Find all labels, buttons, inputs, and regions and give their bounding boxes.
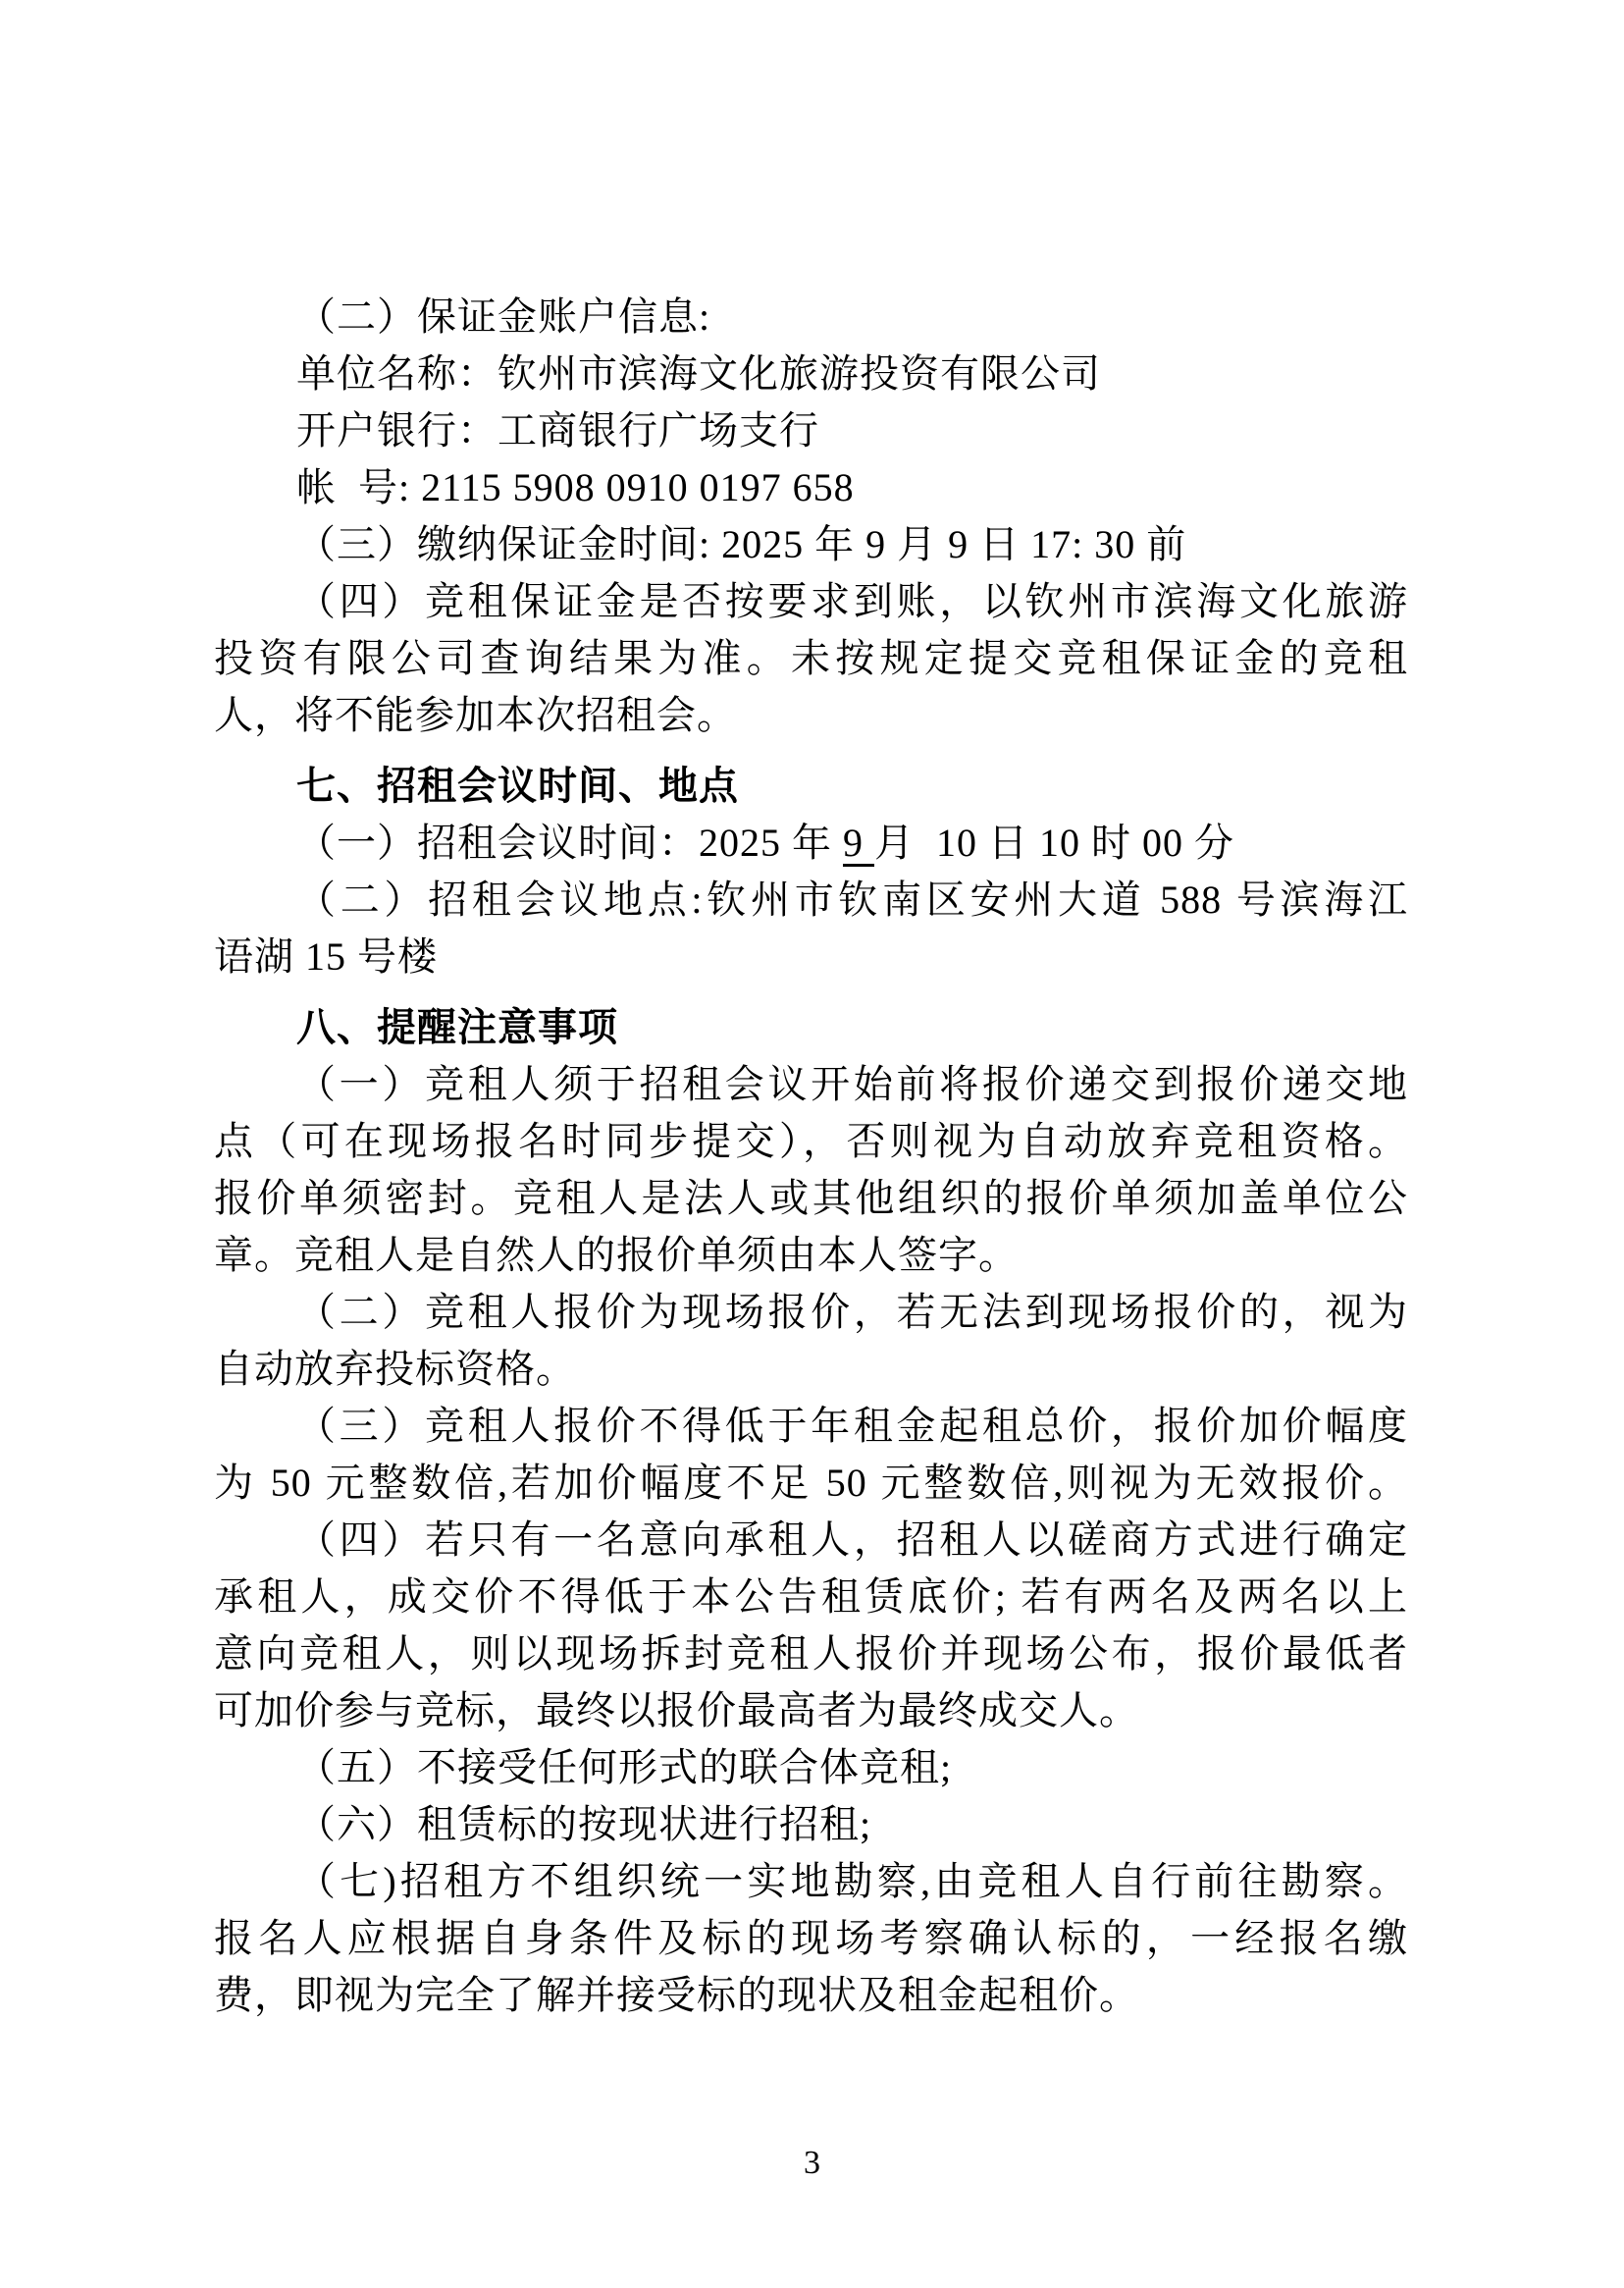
text-line: 人，将不能参加本次招租会。 bbox=[214, 693, 737, 737]
text-line: 自动放弃投标资格。 bbox=[214, 1347, 576, 1391]
text-line: 投资有限公司查询结果为准。未按规定提交竞租保证金的竞租 bbox=[214, 636, 1408, 680]
text-line: 帐 号: 2115 5908 0910 0197 658 bbox=[296, 465, 855, 509]
text-segment: 月 10 日 10 时 00 分 bbox=[874, 821, 1234, 865]
text-line: （七)招租方不组织统一实地勘察,由竞租人自行前往勘察。 bbox=[296, 1859, 1408, 1903]
section-heading: 八、提醒注意事项 bbox=[296, 1005, 618, 1049]
text-line: （二）竞租人报价为现场报价，若无法到现场报价的，视为 bbox=[296, 1290, 1408, 1334]
text-line bbox=[214, 815, 1408, 872]
text-line: 点（可在现场报名时同步提交），否则视为自动放弃竞租资格。 bbox=[214, 1119, 1408, 1163]
text-line: 为 50 元整数倍,若加价幅度不足 50 元整数倍,则视为无效报价。 bbox=[214, 1461, 1408, 1505]
section-heading: 七、招租会议时间、地点 bbox=[296, 764, 739, 808]
text-line: 费，即视为完全了解并接受标的现状及租金起租价。 bbox=[214, 1973, 1139, 2017]
text-line: （四）竞租保证金是否按要求到账，以钦州市滨海文化旅游 bbox=[296, 579, 1408, 623]
text-line: （二）招租会议地点:钦州市钦南区安州大道 588 号滨海江 bbox=[296, 878, 1408, 922]
text-line: 承租人，成交价不得低于本公告租赁底价; 若有两名及两名以上 bbox=[214, 1574, 1408, 1619]
text-line: 单位名称：钦州市滨海文化旅游投资有限公司 bbox=[296, 351, 1101, 396]
text-line: 开户银行：工商银行广场支行 bbox=[296, 408, 819, 452]
text-line: 语湖 15 号楼 bbox=[214, 934, 438, 979]
text-line: 章。竞租人是自然人的报价单须由本人签字。 bbox=[214, 1233, 1019, 1277]
text-line: （三）竞租人报价不得低于年租金起租总价，报价加价幅度 bbox=[296, 1404, 1408, 1448]
text-line: （六）租赁标的按现状进行招租; bbox=[296, 1802, 872, 1846]
text-line: （一）竞租人须于招租会议开始前将报价递交到报价递交地 bbox=[296, 1062, 1408, 1106]
text-line: 意向竞租人，则以现场拆封竞租人报价并现场公布，报价最低者 bbox=[214, 1631, 1408, 1676]
text-line: （三）缴纳保证金时间: 2025 年 9 月 9 日 17: 30 前 bbox=[296, 522, 1187, 566]
underlined-text: 9 bbox=[843, 821, 874, 865]
text-segment: （一）招租会议时间：2025 年 bbox=[296, 821, 843, 865]
text-line: 可加价参与竞标，最终以报价最高者为最终成交人。 bbox=[214, 1688, 1139, 1732]
text-line: （四）若只有一名意向承租人，招租人以磋商方式进行确定 bbox=[296, 1517, 1408, 1562]
text-line: 报名人应根据自身条件及标的现场考察确认标的，一经报名缴 bbox=[214, 1916, 1408, 1960]
text-line: 报价单须密封。竞租人是法人或其他组织的报价单须加盖单位公 bbox=[214, 1176, 1408, 1220]
text-line: （五）不接受任何形式的联合体竞租; bbox=[296, 1745, 953, 1789]
text-line: （二）保证金账户信息: bbox=[296, 294, 711, 339]
page-number: 3 bbox=[804, 2145, 820, 2181]
